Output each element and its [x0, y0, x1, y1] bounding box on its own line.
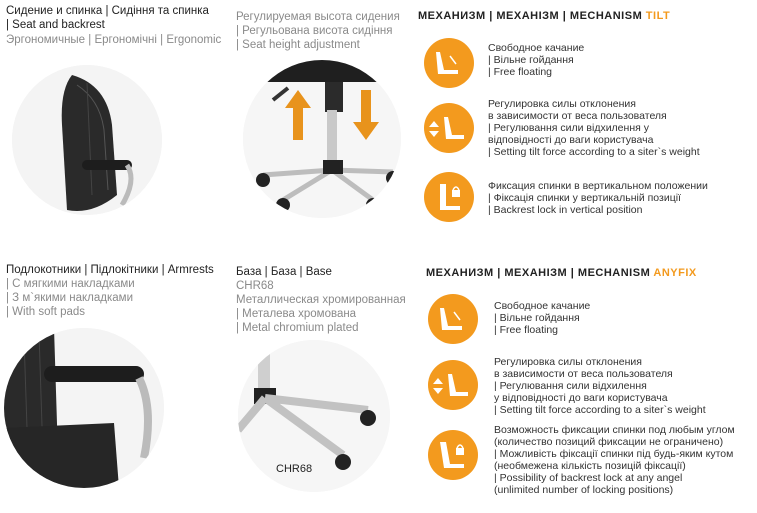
anyfix-accent: ANYFIX [653, 267, 697, 279]
multi-lock-icon [428, 430, 478, 480]
base-image-label: CHR68 [276, 463, 313, 475]
anyfix-item-3-line: Возможность фиксации спинки под любым углом [494, 424, 735, 436]
anyfix-item-3 [494, 424, 735, 496]
anyfix-item-2-line: | Регулювання сили відхилення [494, 380, 647, 392]
base-line1: Металлическая хромированная [236, 294, 406, 306]
base-image [238, 340, 390, 492]
anyfix-item-1-line: | Вільне гойдання [494, 312, 580, 324]
tilt-item-3 [488, 180, 708, 216]
tilt-accent: TILT [645, 10, 671, 22]
anyfix-title [426, 267, 697, 279]
tilt-item-3-line: | Фіксація спинки у вертикальній позиції [488, 192, 681, 204]
armrests-line3: | With soft pads [6, 306, 86, 318]
anyfix-item-1-line: | Free floating [494, 324, 559, 336]
armrest-image [4, 328, 164, 488]
armrests-title: Подлокотники | Підлокітники | Armrests [6, 264, 214, 276]
tilt-item-2 [488, 98, 700, 158]
armrests-line2: | З м`якими накладками [6, 292, 133, 304]
seat-backrest-title-en: | Seat and backrest [6, 19, 105, 31]
armrests-line1: | С мягкими накладками [6, 278, 135, 290]
tilt-item-3-line: Фиксация спинки в вертикальном положении [488, 180, 708, 192]
tilt-item-3-line: | Backrest lock in vertical position [488, 204, 643, 216]
anyfix-item-1 [494, 300, 590, 336]
base-model: CHR68 [236, 280, 274, 292]
anyfix-item-3-line: | Можливість фіксації спинки під будь-яким кутом [494, 448, 734, 460]
backrest-lock-icon [424, 172, 474, 222]
tilt-title-text: МЕХАНИЗМ | МЕХАНІЗМ | MECHANISM [418, 10, 643, 22]
tilt-item-2-line: | Регулювання сили відхилення у [488, 122, 649, 134]
anyfix-item-2-line: Регулировка силы отклонения [494, 356, 642, 368]
tilt-item-2-line: відповідності до ваги користувача [488, 134, 654, 146]
seat-backrest-title: Сидение и спинка | Сидіння та спинка [6, 5, 209, 17]
base-title: База | База | Base [236, 266, 332, 278]
anyfix-item-3-line: (unlimited number of locking positions) [494, 484, 674, 496]
anyfix-item-3-line: (необмежена кількість позицій фіксації) [494, 460, 686, 472]
tilt-item-2-line: Регулировка силы отклонения [488, 98, 636, 110]
tilt-tension-icon [428, 360, 478, 410]
tilt-item-2-line: | Setting tilt force according to a siter`s weight [488, 146, 700, 158]
anyfix-item-2-line: | Setting tilt force according to a siter`s weight [494, 404, 706, 416]
seat-height-line1: Регулируемая высота сидения [236, 11, 400, 23]
seat-backrest-image [12, 65, 162, 215]
anyfix-title-text: МЕХАНИЗМ | МЕХАНІЗМ | MECHANISM [426, 267, 651, 279]
seat-height-line3: | Seat height adjustment [236, 39, 360, 51]
base-line3: | Metal chromium plated [236, 322, 359, 334]
free-floating-icon [424, 38, 474, 88]
tilt-title [418, 10, 670, 22]
seat-height-line2: | Регульована висота сидіння [236, 25, 393, 37]
anyfix-item-2-line: в зависимости от веса пользователя [494, 368, 673, 380]
anyfix-item-3-line: | Possibility of backrest lock at any angel [494, 472, 683, 484]
free-floating-icon [428, 294, 478, 344]
tilt-item-1-line: Свободное качание [488, 42, 585, 54]
tilt-item-1-line: | Free floating [488, 66, 553, 78]
anyfix-item-3-line: (количество позиций фиксации не ограничено) [494, 436, 724, 448]
tilt-tension-icon [424, 103, 474, 153]
seat-backrest-subtitle: Эргономичные | Ергономічні | Ergonomic [6, 34, 222, 46]
anyfix-item-2 [494, 356, 706, 416]
anyfix-item-2-line: у відповідності до ваги користувача [494, 392, 668, 404]
tilt-item-2-line: в зависимости от веса пользователя [488, 110, 667, 122]
anyfix-item-1-line: Свободное качание [494, 300, 591, 312]
seat-height-image [243, 60, 401, 218]
tilt-item-1 [488, 42, 584, 78]
base-line2: | Металева хромована [236, 308, 357, 320]
tilt-item-1-line: | Вільне гойдання [488, 54, 574, 66]
